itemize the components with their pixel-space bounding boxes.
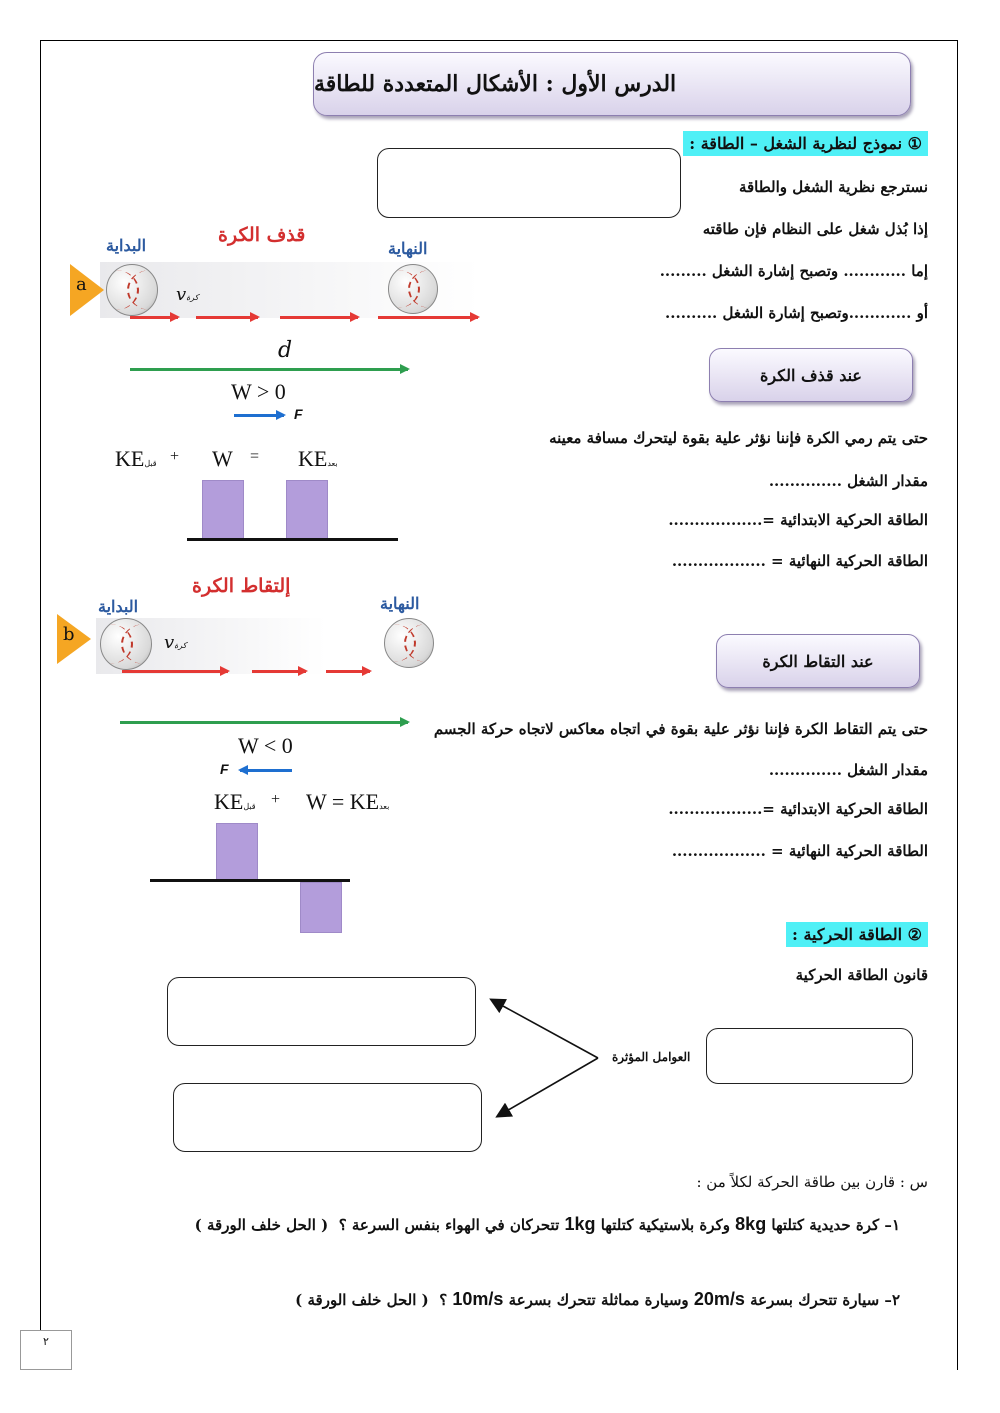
catch-pill-text: عند التقاط الكرة (762, 651, 874, 671)
velocity-arrow-2 (252, 670, 306, 673)
catch-pill (716, 634, 920, 688)
velocity-arrow-2 (196, 316, 258, 319)
velocity-arrow-3 (280, 316, 358, 319)
work-equals-ke-label: W = KEبعد (306, 789, 390, 814)
page-title-text: الدرس الأول : الأشكال المتعددة للطاقة (314, 71, 677, 97)
factors-label: العوامل المؤثرة (612, 1050, 691, 1064)
equals-sign: = (250, 448, 260, 465)
ke-after-label: KEبعد (298, 446, 338, 471)
factor-answer-box-1[interactable] (167, 977, 476, 1046)
throw-figure-title: قذف الكرة (218, 224, 306, 246)
velocity-arrow-3 (326, 670, 370, 673)
catch-work: مقدار الشغل .............. (768, 761, 928, 779)
baseline (187, 538, 398, 541)
ke-before-label: KEقبل (115, 446, 157, 471)
negative-work-bar (300, 882, 342, 933)
factor-answer-box-2[interactable] (173, 1083, 482, 1152)
distance-arrow (130, 368, 408, 371)
baseline (150, 879, 350, 882)
force-label: F (220, 761, 229, 777)
work-sign-positive: W > 0 (231, 379, 286, 404)
ke-initial-bar (216, 823, 258, 882)
question-1: ١– كرة حديدية كتلتها 8kg وكرة بلاستيكية كتلتها 1kg تتحركان في الهواء بنفس السرعة ؟ ( الحل خلف الورقة ) (194, 1214, 900, 1234)
section1-heading (683, 134, 928, 153)
factor-arrows (480, 990, 610, 1130)
catch-description: حتى يتم التقاط الكرة فإننا نؤثر علية بقوة في اتجاه معاكس لاتجاه حركة الجسم (433, 720, 928, 738)
question-2: ٢– سيارة تتحرك بسرعة 20m/s وسيارة مماثلة تتحرك بسرعة 10m/s ؟ ( الحل خلف الورقة ) (295, 1289, 900, 1309)
section2-heading-text: ② الطاقة الحركية : (786, 922, 928, 947)
ke-law-line: قانون الطاقة الحركية (795, 966, 928, 984)
answer-box-energy-theorem[interactable] (377, 148, 681, 218)
page-frame (40, 40, 958, 1370)
force-label: F (294, 406, 303, 422)
tag-a-label: a (76, 274, 87, 295)
page-number: ٢ (20, 1330, 72, 1370)
section2-heading (786, 925, 928, 944)
tag-b-label: b (63, 624, 75, 645)
ke-law-answer-box[interactable] (706, 1028, 913, 1084)
throw-ke-initial: الطاقة الحركية الابتدائية =.................. (668, 511, 928, 529)
velocity-arrow-1 (122, 670, 228, 673)
page-title (313, 52, 911, 116)
catch-ke-final: الطاقة الحركية النهائية = .................. (671, 842, 928, 860)
velocity-arrow-4 (378, 316, 478, 319)
throw-description: حتى يتم رمي الكرة فإننا نؤثر علية بقوة ليتحرك مسافة معينه (549, 429, 928, 447)
recall-line: نسترجع نظرية الشغل والطاقة (738, 178, 928, 196)
work-bar (202, 480, 244, 540)
throw-pill-text: عند قذف الكرة (760, 365, 862, 385)
baseball-end-icon (384, 618, 434, 668)
force-arrow (240, 769, 292, 772)
question-prompt: س : قارن بين طاقة الحركة لكلاً من : (696, 1173, 928, 1191)
ke-final-bar (286, 480, 328, 540)
start-label: البداية (106, 236, 147, 255)
work-label: W (212, 446, 233, 471)
or-line: أو ............وتصبح إشارة الشغل .......... (665, 304, 928, 322)
plus-sign: + (271, 791, 281, 808)
end-label: النهاية (388, 239, 428, 258)
distance-arrow (120, 721, 408, 724)
work-done-line: إذا بُذل شغل على النظام فإن طاقته (702, 220, 928, 238)
baseball-end-icon (388, 264, 438, 314)
either-line: إما ............ وتصبح إشارة الشغل ......... (659, 262, 928, 280)
throw-ke-final: الطاقة الحركية النهائية = .................. (671, 552, 928, 570)
end-label: النهاية (380, 594, 420, 613)
velocity-label: vكرة (164, 632, 187, 653)
work-sign-negative: W < 0 (238, 733, 293, 758)
throw-pill (709, 348, 913, 402)
factor-arrow-down (498, 1058, 598, 1116)
factor-arrow-up (492, 1000, 598, 1058)
baseball-start-icon (106, 264, 158, 316)
baseball-start-icon (100, 618, 152, 670)
ke-before-label: KEقبل (214, 789, 256, 814)
force-arrow (234, 414, 284, 417)
throw-work: مقدار الشغل .............. (768, 472, 928, 490)
catch-figure-title: إلتقاط الكرة (192, 575, 291, 597)
velocity-arrow-1 (130, 316, 178, 319)
velocity-label: vكرة (176, 284, 199, 305)
section1-heading-text: ① نموذج لنظرية الشغل – الطاقة : (683, 131, 928, 156)
distance-label: d (278, 338, 293, 363)
start-label: البداية (98, 597, 139, 616)
catch-ke-initial: الطاقة الحركية الابتدائية =.................. (668, 800, 928, 818)
plus-sign: + (170, 448, 180, 465)
